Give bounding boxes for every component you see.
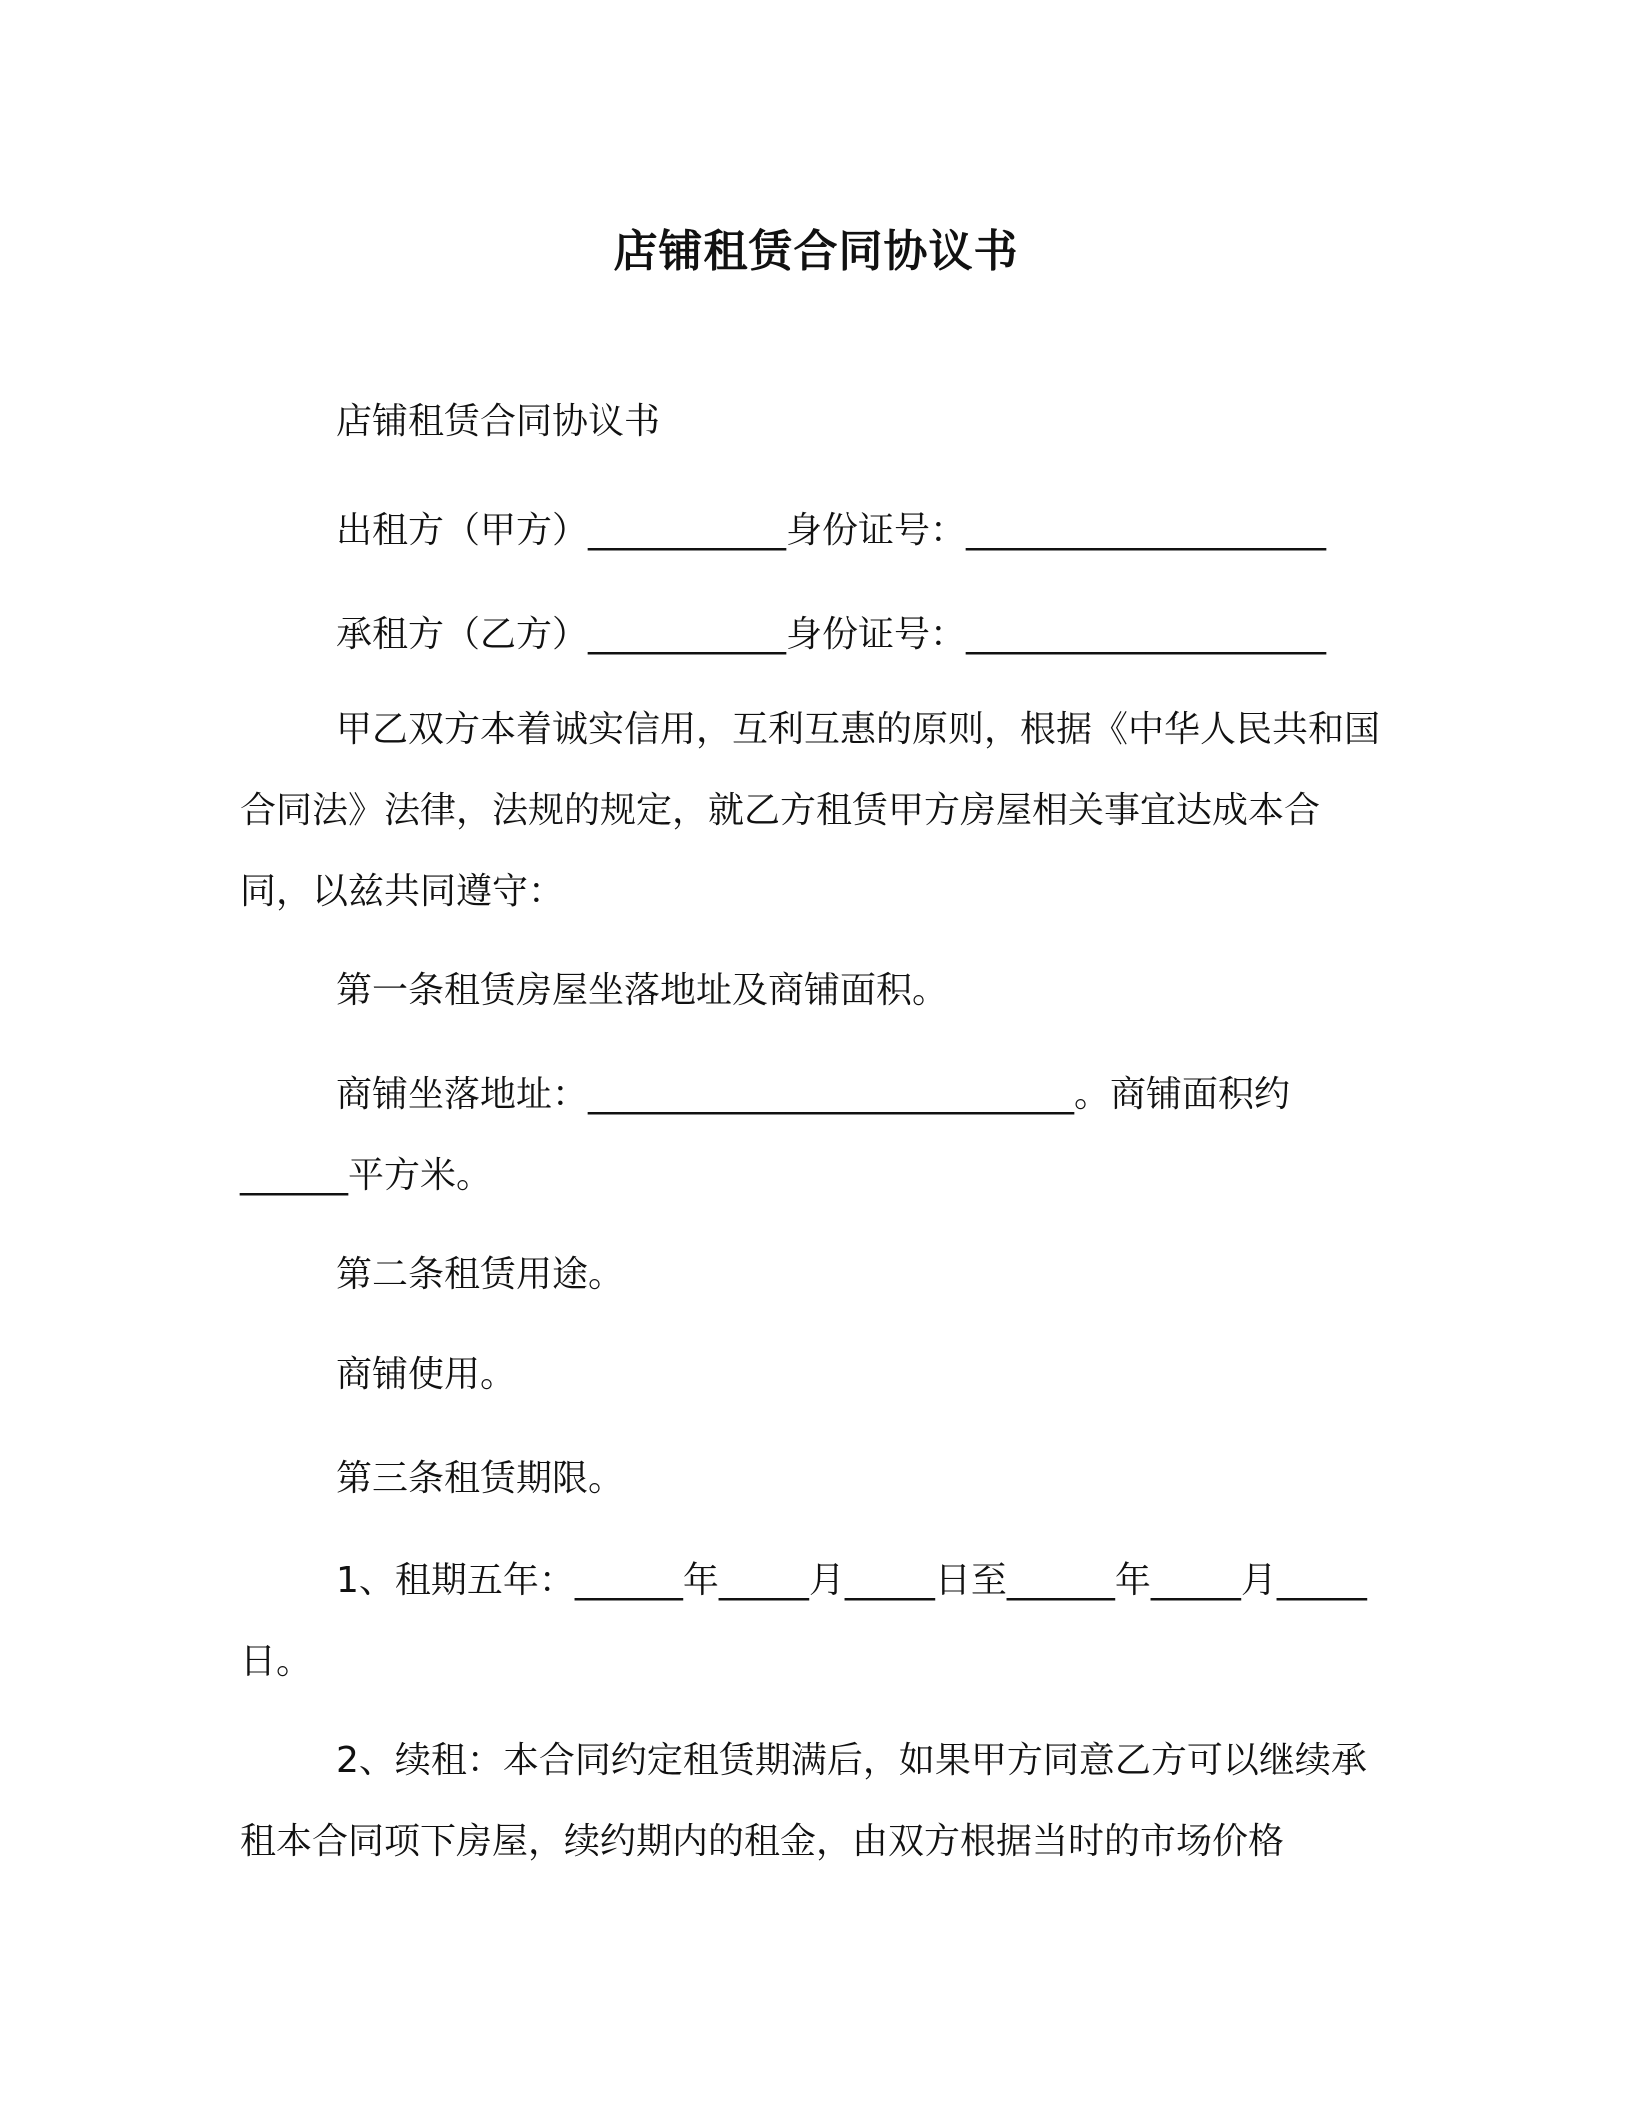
paragraph-subtitle: 店铺租赁合同协议书 — [336, 401, 661, 442]
paragraph-lessor: 出租方（甲方）___________身份证号：____________________ — [336, 510, 1327, 551]
paragraph-article-3-heading: 第三条租赁期限。 — [336, 1458, 625, 1499]
paragraph-usage: 商铺使用。 — [336, 1354, 517, 1395]
paragraph-lessee: 承租方（乙方）___________身份证号：____________________ — [336, 614, 1327, 655]
paragraph-lease-term: 1、租期五年：______年_____月_____日至______年_____月_____日。 — [240, 1560, 1367, 1682]
paragraph-article-1-heading: 第一条租赁房屋坐落地址及商铺面积。 — [336, 970, 949, 1011]
document-title: 店铺租赁合同协议书 — [613, 226, 1019, 277]
paragraph-shop-address: 商铺坐落地址：___________________________。商铺面积约______平方米。 — [240, 1074, 1291, 1196]
paragraph-article-2-heading: 第二条租赁用途。 — [336, 1254, 625, 1295]
paragraph-preamble: 甲乙双方本着诚实信用，互利互惠的原则，根据《中华人民共和国合同法》法律，法规的规定，就乙方租赁甲方房屋相关事宜达成本合同，以兹共同遵守： — [240, 709, 1381, 912]
paragraph-renewal: 2、续租：本合同约定租赁期满后，如果甲方同意乙方可以继续承租本合同项下房屋，续约期内的租金，由双方根据当时的市场价格 — [240, 1740, 1367, 1862]
